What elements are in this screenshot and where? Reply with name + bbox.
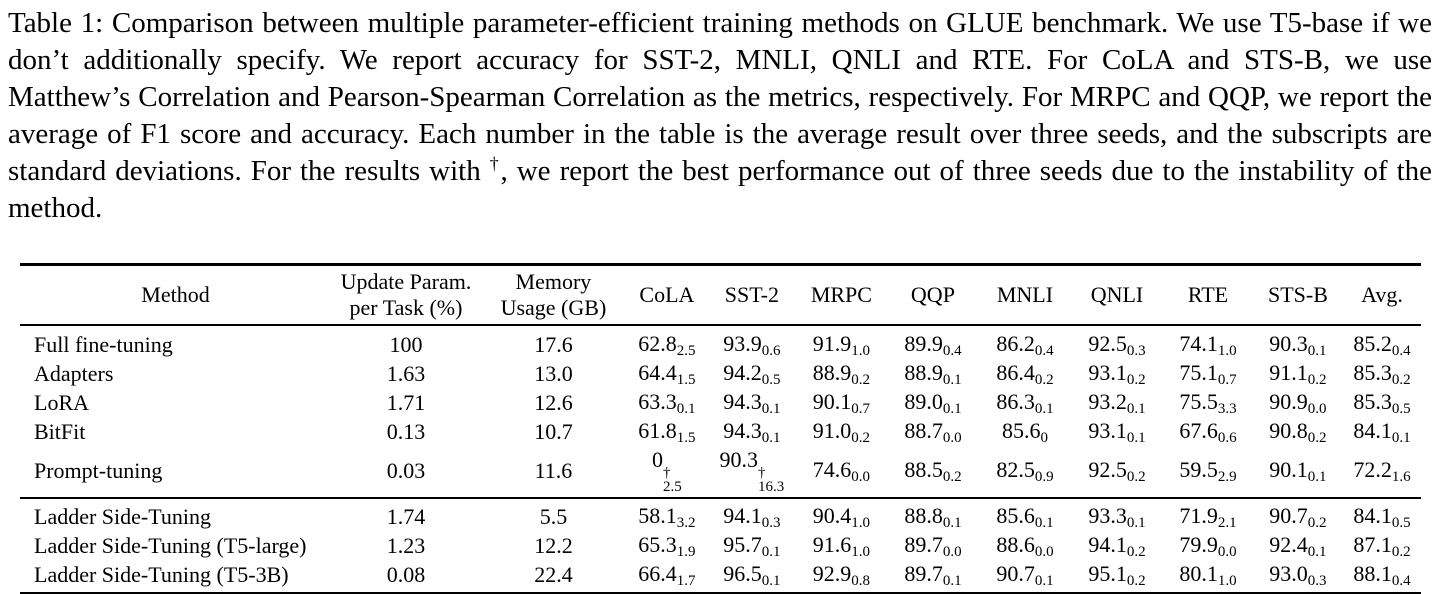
score-cell (887, 447, 979, 499)
col-header-rte: RTE (1163, 265, 1253, 326)
std-dev-subscript: 1.5 (676, 372, 696, 388)
std-dev-subscript: 0.2 (1034, 372, 1054, 388)
score-cell (1071, 418, 1163, 447)
score-cell (626, 447, 708, 499)
memory-usage-cell: 12.2 (534, 533, 573, 558)
col-header-mnli: MNLI (979, 265, 1071, 326)
score-value: 93.0 (1269, 561, 1308, 586)
std-dev-subscript: 0.1 (1126, 401, 1146, 417)
std-dev-subscript: 0.1 (942, 401, 962, 417)
score-cell (979, 418, 1071, 447)
score-value: 93.3 (1088, 503, 1127, 528)
score-cell (887, 360, 979, 389)
score-value: 91.0 (812, 418, 852, 443)
method-cell: Ladder Side-Tuning (T5-large) (34, 533, 307, 558)
score-value: 90.8 (1269, 418, 1308, 443)
memory-usage-cell: 13.0 (534, 361, 573, 386)
col-header-stsb: STS-B (1253, 265, 1343, 326)
std-dev-subscript: 0.1 (1391, 430, 1411, 446)
ladder-side-tuning-group (20, 498, 1421, 593)
score-cell (1253, 325, 1343, 360)
std-dev-subscript: 0.1 (1034, 573, 1054, 589)
std-dev-subscript: 3.3 (1217, 401, 1237, 417)
score-cell (1343, 360, 1421, 389)
score-value: 66.4 (638, 561, 677, 586)
std-dev-subscript: 0.2 (1126, 573, 1146, 589)
table-row (20, 447, 1421, 499)
std-dev-subscript: 0.3 (1307, 573, 1327, 589)
method-cell: Adapters (34, 361, 114, 386)
score-cell (708, 360, 796, 389)
score-cell (1253, 418, 1343, 447)
score-cell (1163, 532, 1253, 561)
score-value: 84.1 (1353, 503, 1392, 528)
score-cell (626, 532, 708, 561)
score-cell (1163, 561, 1253, 594)
score-cell (1343, 498, 1421, 532)
table-row (20, 498, 1421, 532)
score-value: 90.1 (1269, 456, 1308, 482)
update-param-cell: 0.03 (331, 447, 481, 499)
score-value: 86.2 (996, 331, 1035, 356)
std-dev-subscript: 16.3 (758, 479, 785, 495)
results-table (20, 263, 1421, 594)
score-value: 94.2 (723, 360, 762, 385)
std-dev-subscript: 0.1 (761, 401, 781, 417)
std-dev-subscript: 0.3 (1126, 343, 1146, 359)
score-value: 91.1 (1269, 360, 1308, 385)
method-cell: LoRA (34, 390, 89, 415)
score-value: 92.9 (812, 561, 852, 586)
score-value: 63.3 (638, 389, 677, 414)
score-cell (1071, 389, 1163, 418)
std-dev-subscript: 1.0 (1217, 343, 1237, 359)
score-value: 94.1 (1088, 532, 1127, 557)
update-param-cell: 1.74 (386, 504, 426, 529)
score-cell (1343, 447, 1421, 499)
score-value: 96.5 (723, 561, 762, 586)
std-dev-subscript: 2.5 (663, 479, 682, 495)
std-dev-subscript: 0.4 (1391, 573, 1411, 589)
score-value: 89.0 (904, 389, 943, 414)
dagger-and-std-dev (663, 466, 682, 494)
update-param-cell: 100 (389, 332, 423, 357)
score-value: 64.4 (638, 360, 677, 385)
memory-usage-cell: 11.6 (481, 447, 626, 499)
score-cell (626, 561, 708, 594)
score-cell (626, 498, 708, 532)
score-cell (1163, 389, 1253, 418)
score-value: 65.3 (638, 532, 677, 557)
score-value: 94.1 (723, 503, 762, 528)
score-cell (887, 498, 979, 532)
score-value: 86.4 (996, 360, 1035, 385)
std-dev-subscript: 0.0 (942, 544, 962, 560)
std-dev-subscript: 0.1 (942, 573, 962, 589)
col-header-sst2: SST-2 (708, 265, 796, 326)
std-dev-subscript: 0.1 (1126, 515, 1146, 531)
table-row (20, 418, 1421, 447)
std-dev-subscript: 0.4 (942, 343, 962, 359)
std-dev-subscript: 0.0 (942, 430, 962, 446)
score-value: 67.6 (1179, 418, 1218, 443)
memory-usage-cell: 10.7 (534, 419, 573, 444)
score-cell (1163, 360, 1253, 389)
score-cell (1163, 418, 1253, 447)
table-row (20, 325, 1421, 360)
method-cell: Ladder Side-Tuning (34, 504, 212, 529)
col-header-qqp: QQP (887, 265, 979, 326)
dagger-symbol: † (663, 465, 671, 481)
score-value: 89.7 (904, 561, 943, 586)
header-row (20, 265, 1421, 326)
score-cell (708, 447, 796, 499)
std-dev-subscript: 0.2 (1307, 430, 1327, 446)
score-cell (1071, 532, 1163, 561)
score-cell (626, 325, 708, 360)
col-header-method: Method (20, 265, 331, 326)
score-cell (708, 532, 796, 561)
col-header-avg: Avg. (1343, 265, 1421, 326)
memory-usage-cell: 12.6 (534, 390, 573, 415)
std-dev-subscript: 0.2 (1126, 372, 1146, 388)
std-dev-subscript: 0.1 (761, 430, 781, 446)
score-cell (796, 561, 887, 594)
score-cell (1253, 360, 1343, 389)
score-value: 90.7 (996, 561, 1035, 586)
score-cell (979, 447, 1071, 499)
std-dev-subscript: 0.2 (851, 430, 871, 446)
score-cell (887, 532, 979, 561)
std-dev-subscript: 3.2 (676, 515, 696, 531)
score-value: 59.5 (1179, 456, 1218, 482)
std-dev-subscript: 0.2 (1391, 372, 1411, 388)
std-dev-subscript: 0.1 (1126, 430, 1146, 446)
std-dev-subscript: 0.2 (1307, 372, 1327, 388)
std-dev-subscript: 0.5 (761, 372, 781, 388)
std-dev-subscript: 1.5 (676, 430, 696, 446)
caption-text-before-dagger: Table 1: Comparison between multiple parameter-efficient training methods on GLUE benchmark. We use T5-base if we don’t additionally specify. We report accuracy for SST-2, MNLI, QNLI and RTE. For CoLA and STS-B, we use Matthew’s Correlation and Pearson-Spearman Correlation as the metrics, respectively. For MRPC and QQP, we report the average of F1 score and accuracy. Each number in the table is the average result over three seeds, and the subscripts are standard deviations. For the results with (8, 7, 1432, 187)
score-cell (1253, 532, 1343, 561)
score-value: 93.1 (1088, 418, 1127, 443)
std-dev-subscript: 0.1 (1307, 343, 1327, 359)
score-cell (626, 360, 708, 389)
score-value: 92.4 (1269, 532, 1308, 557)
std-dev-subscript: 0.5 (1391, 401, 1411, 417)
col-header-qnli: QNLI (1071, 265, 1163, 326)
score-cell (979, 498, 1071, 532)
score-cell (887, 418, 979, 447)
score-cell (708, 389, 796, 418)
std-dev-subscript: 1.0 (1217, 573, 1237, 589)
score-value: 92.5 (1088, 331, 1127, 356)
score-value: 93.9 (723, 331, 762, 356)
score-value: 90.7 (1269, 503, 1308, 528)
score-cell (1071, 447, 1163, 499)
std-dev-subscript: 0.2 (942, 468, 962, 485)
score-cell (1163, 498, 1253, 532)
score-cell (1071, 561, 1163, 594)
score-cell (979, 532, 1071, 561)
table-row (20, 389, 1421, 418)
score-value: 89.9 (904, 331, 943, 356)
score-cell (796, 532, 887, 561)
std-dev-subscript: 2.9 (1217, 468, 1237, 485)
score-value: 72.2 (1353, 456, 1392, 482)
score-value: 90.1 (812, 389, 852, 414)
std-dev-subscript: 1.6 (1391, 468, 1411, 485)
std-dev-subscript: 0.7 (1217, 372, 1237, 388)
caption-text-after-dagger: , we report the best performance out of three seeds due to the instability of the method. (8, 155, 1432, 224)
score-cell (1071, 360, 1163, 389)
std-dev-subscript: 2.5 (676, 343, 696, 359)
score-value: 93.2 (1088, 389, 1127, 414)
std-dev-subscript: 0.4 (1034, 343, 1054, 359)
score-cell (979, 360, 1071, 389)
score-cell (796, 447, 887, 499)
method-cell: Prompt-tuning (20, 447, 331, 499)
std-dev-subscript: 0.6 (761, 343, 781, 359)
memory-usage-cell: 22.4 (534, 562, 573, 587)
score-cell (796, 325, 887, 360)
update-param-cell: 0.08 (386, 562, 426, 587)
score-cell (1343, 325, 1421, 360)
score-value: 90.4 (812, 503, 852, 528)
std-dev-subscript: 0.1 (1307, 468, 1327, 485)
col-header-update-param: Update Param. per Task (%) (331, 265, 481, 326)
update-param-cell: 1.23 (386, 533, 426, 558)
std-dev-subscript: 0 (1040, 430, 1048, 446)
std-dev-subscript: 1.0 (851, 343, 871, 359)
score-value: 0 (652, 447, 664, 472)
results-table-container (20, 263, 1421, 594)
update-param-cell: 1.63 (386, 361, 426, 386)
std-dev-subscript: 0.9 (1034, 468, 1054, 485)
score-cell (1343, 532, 1421, 561)
score-cell (1071, 325, 1163, 360)
score-value: 79.9 (1179, 532, 1218, 557)
table-row (20, 532, 1421, 561)
score-value: 85.3 (1353, 360, 1392, 385)
score-value: 58.1 (638, 503, 677, 528)
memory-usage-cell: 17.6 (534, 332, 573, 357)
score-cell (1253, 498, 1343, 532)
score-cell (1253, 389, 1343, 418)
score-value: 95.1 (1088, 561, 1127, 586)
score-cell (708, 418, 796, 447)
std-dev-subscript: 0.1 (942, 372, 962, 388)
score-value: 90.9 (1269, 389, 1308, 414)
score-value: 91.6 (812, 532, 852, 557)
score-cell (887, 325, 979, 360)
score-value: 88.9 (812, 360, 852, 385)
std-dev-subscript: 0.1 (761, 573, 781, 589)
score-cell (796, 418, 887, 447)
std-dev-subscript: 0.1 (1307, 544, 1327, 560)
std-dev-subscript: 0.2 (1126, 468, 1146, 485)
score-value: 88.5 (904, 456, 943, 482)
score-cell (708, 498, 796, 532)
score-cell (887, 389, 979, 418)
score-cell (1163, 447, 1253, 499)
score-cell (626, 418, 708, 447)
score-value: 74.1 (1179, 331, 1218, 356)
score-value: 92.5 (1088, 456, 1127, 482)
score-cell (1343, 418, 1421, 447)
std-dev-subscript: 0.5 (1391, 515, 1411, 531)
score-value: 85.2 (1353, 331, 1392, 356)
score-cell (796, 389, 887, 418)
score-value: 90.3 (1269, 331, 1308, 356)
score-cell (1163, 325, 1253, 360)
std-dev-subscript: 1.9 (676, 544, 696, 560)
table-row (20, 360, 1421, 389)
std-dev-subscript: 1.0 (851, 515, 871, 531)
score-value: 88.8 (904, 503, 943, 528)
std-dev-subscript: 0.1 (676, 401, 696, 417)
score-value: 84.1 (1353, 418, 1392, 443)
std-dev-subscript: 0.0 (851, 468, 871, 485)
std-dev-subscript: 0.8 (851, 573, 871, 589)
std-dev-subscript: 2.1 (1217, 515, 1237, 531)
score-value: 88.1 (1353, 561, 1392, 586)
col-header-memory-usage: Memory Usage (GB) (481, 265, 626, 326)
std-dev-subscript: 0.2 (1307, 515, 1327, 531)
score-value: 88.6 (996, 532, 1035, 557)
std-dev-subscript: 0.1 (761, 544, 781, 560)
std-dev-subscript: 0.0 (1034, 544, 1054, 560)
std-dev-subscript: 0.1 (1034, 515, 1054, 531)
score-cell (796, 360, 887, 389)
score-cell (979, 561, 1071, 594)
score-cell (1253, 447, 1343, 499)
update-param-cell: 1.71 (386, 390, 426, 415)
score-value: 61.8 (638, 418, 677, 443)
method-cell: Ladder Side-Tuning (T5-3B) (34, 562, 289, 587)
score-cell (979, 325, 1071, 360)
std-dev-subscript: 1.0 (851, 544, 871, 560)
std-dev-subscript: 0.1 (1034, 401, 1054, 417)
score-value: 75.1 (1179, 360, 1218, 385)
score-value: 74.6 (812, 456, 852, 482)
score-value: 85.6 (996, 503, 1035, 528)
score-value: 93.1 (1088, 360, 1127, 385)
score-cell (1253, 561, 1343, 594)
score-value: 94.3 (723, 418, 762, 443)
dagger-and-std-dev (758, 466, 784, 494)
std-dev-subscript: 0.3 (761, 515, 781, 531)
std-dev-subscript: 0.2 (851, 372, 871, 388)
score-cell (708, 325, 796, 360)
std-dev-subscript: 0.2 (1391, 544, 1411, 560)
std-dev-subscript: 0.2 (1126, 544, 1146, 560)
score-value: 85.6 (1001, 418, 1041, 443)
score-value: 90.3 (719, 447, 758, 472)
score-cell (1343, 389, 1421, 418)
score-value: 94.3 (723, 389, 762, 414)
score-cell (1343, 561, 1421, 594)
score-value: 86.3 (996, 389, 1035, 414)
score-cell (887, 561, 979, 594)
std-dev-subscript: 0.1 (942, 515, 962, 531)
score-value: 75.5 (1179, 389, 1218, 414)
memory-usage-cell: 5.5 (539, 504, 568, 529)
score-value: 88.9 (904, 360, 943, 385)
std-dev-subscript: 0.6 (1217, 430, 1237, 446)
score-value: 62.8 (638, 331, 677, 356)
table-caption (8, 5, 1432, 227)
score-value: 82.5 (996, 456, 1035, 482)
std-dev-subscript: 0.0 (1307, 401, 1327, 417)
score-value: 88.7 (904, 418, 943, 443)
score-value: 85.3 (1353, 389, 1392, 414)
score-value: 95.7 (723, 532, 762, 557)
score-cell (796, 498, 887, 532)
score-value: 71.9 (1179, 503, 1218, 528)
score-value: 91.9 (812, 331, 852, 356)
std-dev-subscript: 0.7 (851, 401, 871, 417)
method-cell: Full fine-tuning (34, 332, 173, 357)
dagger-symbol: † (758, 465, 766, 481)
baseline-methods-group (20, 325, 1421, 498)
table-row (20, 561, 1421, 594)
std-dev-subscript: 0.4 (1391, 343, 1411, 359)
score-cell (979, 389, 1071, 418)
score-cell (626, 389, 708, 418)
dagger-symbol: † (489, 153, 501, 174)
update-param-cell: 0.13 (386, 419, 426, 444)
method-cell: BitFit (34, 419, 86, 444)
score-value: 80.1 (1179, 561, 1218, 586)
score-cell (1071, 498, 1163, 532)
score-cell (708, 561, 796, 594)
col-header-mrpc: MRPC (796, 265, 887, 326)
col-header-cola: CoLA (626, 265, 708, 326)
score-value: 89.7 (904, 532, 943, 557)
std-dev-subscript: 1.7 (676, 573, 696, 589)
std-dev-subscript: 0.0 (1217, 544, 1237, 560)
score-value: 87.1 (1353, 532, 1392, 557)
